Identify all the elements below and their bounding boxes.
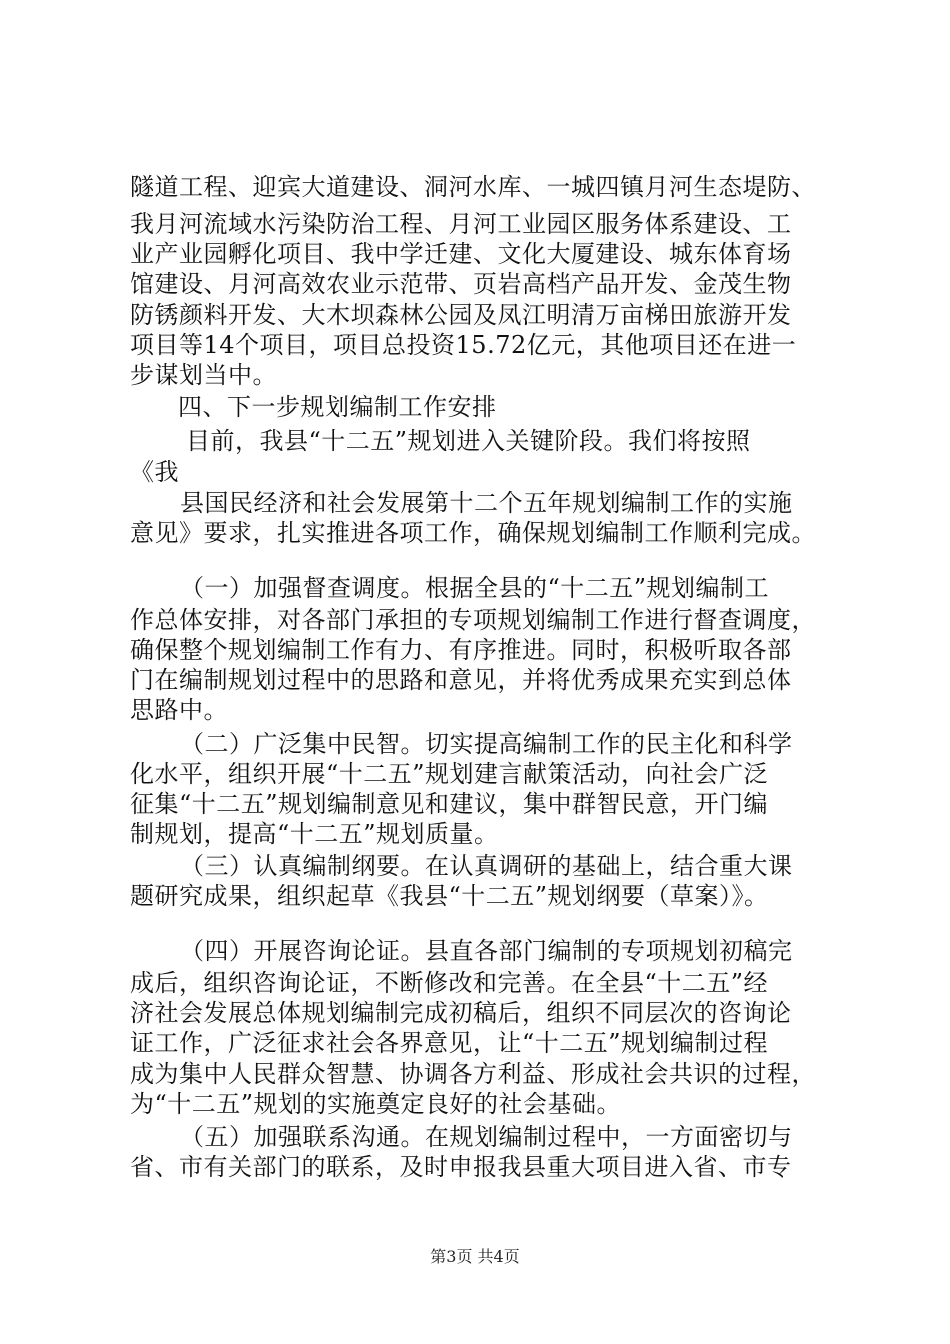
text-line: 项目等14个项目，项目总投资15.72亿元，其他项目还在进一 bbox=[130, 331, 797, 359]
page-number-footer: 第3页 共4页 bbox=[430, 1247, 520, 1266]
text-line: 省、市有关部门的联系，及时申报我县重大项目进入省、市专 bbox=[130, 1153, 792, 1181]
text-line: 意见》要求，扎实推进各项工作，确保规划编制工作顺利完成。 bbox=[130, 519, 816, 547]
text-line: 证工作，广泛征求社会各界意见，让“十二五”规划编制过程 bbox=[130, 1029, 769, 1057]
paragraph-1-start: （一）加强督查调度。根据全县的“十二五”规划编制工 bbox=[180, 574, 770, 602]
text-line: 我月河流域水污染防治工程、月河工业园区服务体系建设、工 bbox=[130, 210, 792, 238]
text-line: 目前，我县“十二五”规划进入关键阶段。我们将按照 bbox=[186, 427, 751, 455]
text-line: 县国民经济和社会发展第十二个五年规划编制工作的实施 bbox=[180, 489, 793, 517]
text-line: 确保整个规划编制工作有力、有序推进。同时，积极听取各部 bbox=[130, 636, 792, 664]
text-line: 制规划，提高“十二五”规划质量。 bbox=[130, 820, 499, 848]
text-line: 征集“十二五”规划编制意见和建议，集中群智民意，开门编 bbox=[130, 790, 769, 818]
text-line: 步谋划当中。 bbox=[130, 361, 277, 389]
text-line: 馆建设、月河高效农业示范带、页岩高档产品开发、金茂生物 bbox=[130, 270, 792, 298]
text-line: 隧道工程、迎宾大道建设、洞河水库、一城四镇月河生态堤防、 bbox=[130, 173, 816, 201]
text-line: 成为集中人民群众智慧、协调各方利益、形成社会共识的过程， bbox=[130, 1060, 816, 1088]
text-line: 成后，组织咨询论证，不断修改和完善。在全县“十二五”经 bbox=[130, 969, 769, 997]
paragraph-4-start: （四）开展咨询论证。县直各部门编制的专项规划初稿完 bbox=[180, 937, 793, 965]
section-heading: 四、下一步规划编制工作安排 bbox=[178, 393, 497, 421]
text-line: 化水平，组织开展“十二五”规划建言献策活动，向社会广泛 bbox=[130, 760, 769, 788]
text-line: 思路中。 bbox=[130, 696, 228, 724]
text-line: 门在编制规划过程中的思路和意见，并将优秀成果充实到总体 bbox=[130, 666, 792, 694]
paragraph-3-start: （三）认真编制纲要。在认真调研的基础上，结合重大课 bbox=[180, 852, 793, 880]
text-line: 作总体安排，对各部门承担的专项规划编制工作进行督查调度， bbox=[130, 606, 816, 634]
text-line: 题研究成果，组织起草《我县“十二五”规划纲要（草案）》。 bbox=[130, 882, 769, 910]
text-line: 防锈颜料开发、大木坝森林公园及凤江明清万亩梯田旅游开发 bbox=[130, 301, 792, 329]
text-line: 业产业园孵化项目、我中学迁建、文化大厦建设、城东体育场 bbox=[130, 240, 792, 268]
text-line: 《我 bbox=[130, 458, 179, 486]
paragraph-5-start: （五）加强联系沟通。在规划编制过程中，一方面密切与 bbox=[180, 1123, 793, 1151]
text-line: 济社会发展总体规划编制完成初稿后，组织不同层次的咨询论 bbox=[130, 999, 792, 1027]
paragraph-2-start: （二）广泛集中民智。切实提高编制工作的民主化和科学 bbox=[180, 730, 793, 758]
text-line: 为“十二五”规划的实施奠定良好的社会基础。 bbox=[130, 1090, 622, 1118]
